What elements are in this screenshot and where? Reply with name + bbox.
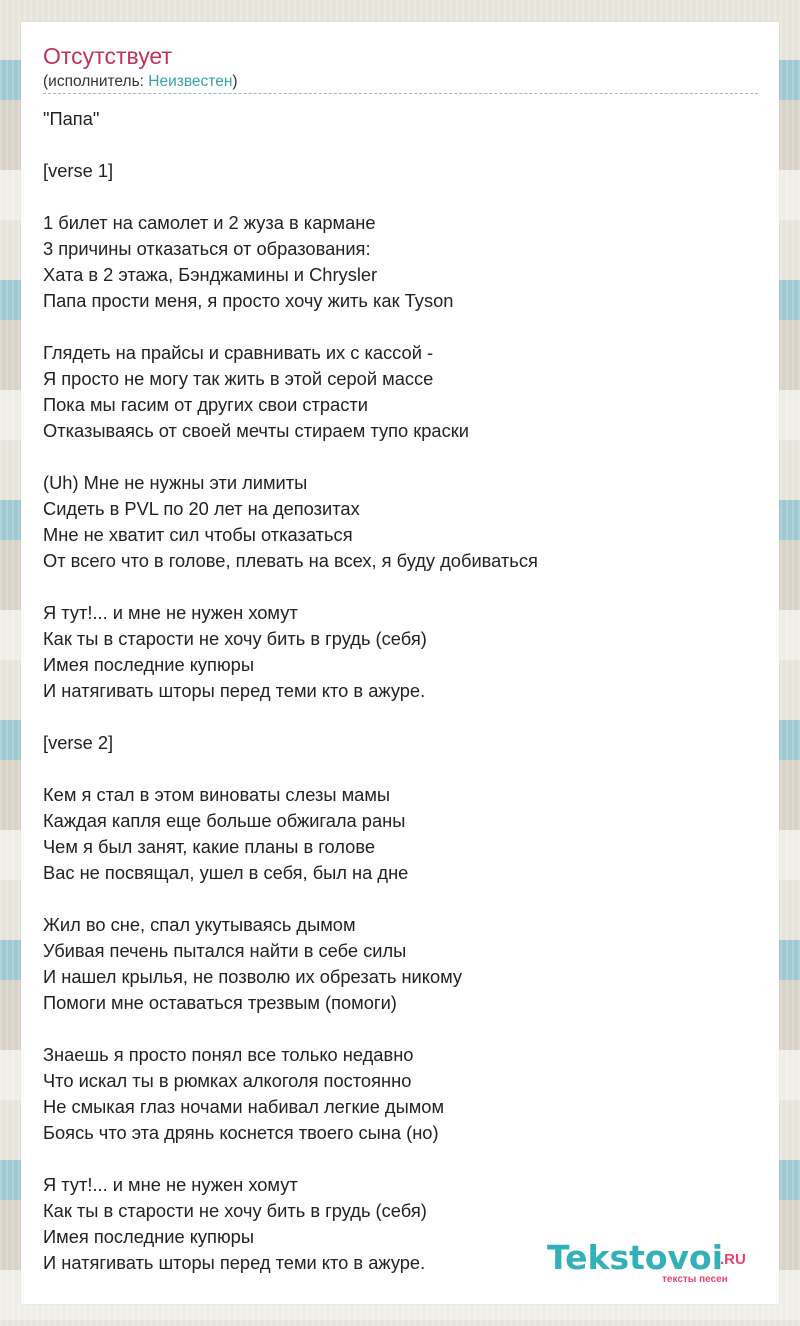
lyric-line: Я тут!... и мне не нужен хомут: [43, 1174, 298, 1195]
lyric-line: 3 причины отказаться от образования:: [43, 238, 371, 259]
lyric-blank-line: [43, 756, 758, 782]
song-header: [43, 42, 758, 94]
lyric-line: И натягивать шторы перед теми кто в ажуре.: [43, 1252, 426, 1273]
lyric-line: Глядеть на прайсы и сравнивать их с кассой -: [43, 342, 434, 363]
page-card: [21, 22, 779, 1304]
lyric-line: Помоги мне оставаться трезвым (помоги): [43, 992, 397, 1013]
lyric-line: [verse 2]: [43, 732, 114, 753]
lyric-blank-line: [43, 314, 758, 340]
lyric-line: Убивая печень пытался найти в себе силы: [43, 940, 407, 961]
lyric-line: Сидеть в PVL по 20 лет на депозитах: [43, 498, 360, 519]
lyric-line: Вас не посвящал, ушел в себя, был на дне: [43, 862, 409, 883]
lyric-blank-line: [43, 184, 758, 210]
logo-tld: .RU: [720, 1251, 746, 1268]
lyric-blank-line: [43, 886, 758, 912]
lyric-line: Каждая капля еще больше обжигала раны: [43, 810, 406, 831]
song-title: Отсутствует: [43, 43, 172, 69]
lyric-line: Пока мы гасим от других свои страсти: [43, 394, 368, 415]
lyric-line: Отказываясь от своей мечты стираем тупо краски: [43, 420, 469, 441]
lyric-blank-line: [43, 574, 758, 600]
lyric-blank-line: [43, 704, 758, 730]
lyric-line: Кем я стал в этом виноваты слезы мамы: [43, 784, 391, 805]
lyric-line: Папа прости меня, я просто хочу жить как Tyson: [43, 290, 454, 311]
lyric-line: Чем я был занят, какие планы в голове: [43, 836, 375, 857]
artist-prefix: (исполнитель:: [43, 73, 149, 90]
lyric-blank-line: [43, 132, 758, 158]
lyric-line: Имея последние купюры: [43, 654, 254, 675]
artist-link[interactable]: Неизвестен: [148, 73, 233, 90]
lyric-line: Как ты в старости не хочу бить в грудь (себя): [43, 628, 427, 649]
lyric-line: 1 билет на самолет и 2 жуза в кармане: [43, 212, 376, 233]
lyric-line: И натягивать шторы перед теми кто в ажуре.: [43, 680, 426, 701]
lyric-line: Как ты в старости не хочу бить в грудь (себя): [43, 1200, 427, 1221]
lyric-line: Я тут!... и мне не нужен хомут: [43, 602, 298, 623]
lyric-line: Имея последние купюры: [43, 1226, 254, 1247]
lyric-line: Жил во сне, спал укутываясь дымом: [43, 914, 356, 935]
lyric-line: Мне не хватит сил чтобы отказаться: [43, 524, 353, 545]
lyric-line: [verse 1]: [43, 160, 114, 181]
lyric-line: "Папа": [43, 108, 100, 129]
lyric-blank-line: [43, 1016, 758, 1042]
lyric-blank-line: [43, 1146, 758, 1172]
lyric-line: Что искал ты в рюмках алкоголя постоянно: [43, 1070, 412, 1091]
artist-suffix: ): [232, 73, 238, 90]
lyric-line: Боясь что эта дрянь коснется твоего сына (но): [43, 1122, 439, 1143]
logo-tagline: тексты песен: [662, 1274, 728, 1285]
logo-name: Tekstovoi: [547, 1238, 724, 1277]
lyric-line: Не смыкая глаз ночами набивал легкие дымом: [43, 1096, 445, 1117]
lyric-line: Знаешь я просто понял все только недавно: [43, 1044, 414, 1065]
lyric-line: Я просто не могу так жить в этой серой массе: [43, 368, 434, 389]
artist-line: [43, 72, 758, 94]
lyric-line: От всего что в голове, плевать на всех, я буду добиваться: [43, 550, 538, 571]
lyrics-body: [43, 106, 758, 1276]
lyric-blank-line: [43, 444, 758, 470]
site-logo[interactable]: [545, 1238, 760, 1288]
lyric-line: (Uh) Мне не нужны эти лимиты: [43, 472, 308, 493]
lyric-line: И нашел крылья, не позволю их обрезать никому: [43, 966, 463, 987]
lyric-line: Хата в 2 этажа, Бэнджамины и Chrysler: [43, 264, 378, 285]
